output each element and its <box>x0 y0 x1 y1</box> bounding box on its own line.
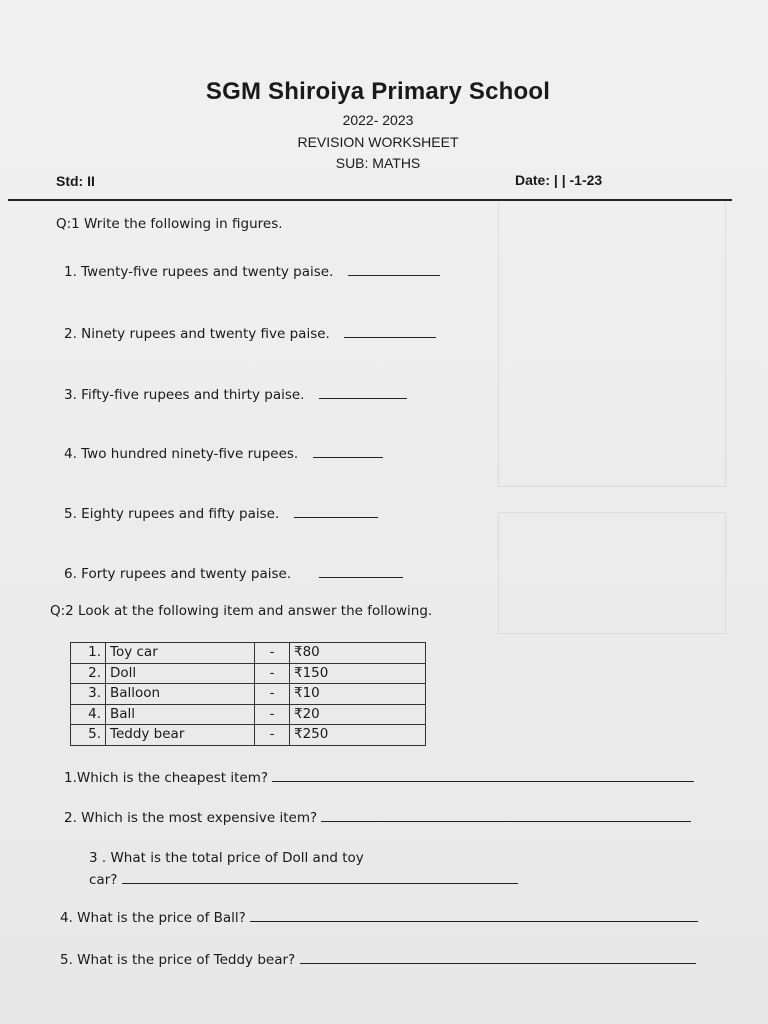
bleed-through-box <box>498 200 726 487</box>
q1-item <box>64 505 378 522</box>
q1-item-text: 5. Eighty rupees and fifty paise. <box>64 506 280 522</box>
answer-blank[interactable] <box>319 565 403 578</box>
item-name: Teddy bear <box>106 725 255 746</box>
row-number: 3. <box>71 684 106 705</box>
table-row <box>71 643 426 664</box>
q2-question <box>60 909 698 926</box>
q2-question-continued <box>89 871 518 888</box>
row-dash: - <box>255 704 290 725</box>
answer-blank[interactable] <box>300 951 696 964</box>
q2-heading: Q:2 Look at the following item and answer the following. <box>50 603 433 619</box>
q2-question-text: 5. What is the price of Teddy bear? <box>60 952 296 968</box>
q1-item-text: 2. Ninety rupees and twenty five paise. <box>64 326 330 342</box>
row-dash: - <box>255 663 290 684</box>
q1-item <box>64 445 383 462</box>
answer-blank[interactable] <box>319 386 407 399</box>
standard-label: Std: II <box>56 173 95 189</box>
item-price: ₹10 <box>290 684 426 705</box>
price-table <box>70 642 426 746</box>
q1-item-text: 6. Forty rupees and twenty paise. <box>64 566 292 582</box>
table-row <box>71 704 426 725</box>
q1-item <box>64 386 407 403</box>
row-number: 1. <box>71 643 106 664</box>
row-dash: - <box>255 725 290 746</box>
q1-item <box>64 263 440 280</box>
q1-item <box>64 565 403 582</box>
item-price: ₹80 <box>290 643 426 664</box>
item-price: ₹150 <box>290 663 426 684</box>
q2-question-text: car? <box>89 872 118 888</box>
row-dash: - <box>255 684 290 705</box>
q2-question-text: 2. Which is the most expensive item? <box>64 810 318 826</box>
answer-blank[interactable] <box>294 505 378 518</box>
school-name: SGM Shiroiya Primary School <box>205 78 551 105</box>
q2-question <box>60 951 696 968</box>
q2-question <box>64 769 694 786</box>
answer-blank[interactable] <box>344 325 436 338</box>
table-row <box>71 725 426 746</box>
item-price: ₹250 <box>290 725 426 746</box>
table-row <box>71 663 426 684</box>
row-number: 4. <box>71 704 106 725</box>
answer-blank[interactable] <box>321 809 691 822</box>
item-name: Doll <box>106 663 255 684</box>
item-price: ₹20 <box>290 704 426 725</box>
q1-item <box>64 325 436 342</box>
q2-question-text: 4. What is the price of Ball? <box>60 910 246 926</box>
row-dash: - <box>255 643 290 664</box>
q1-item-text: 1. Twenty-five rupees and twenty paise. <box>64 264 334 280</box>
q2-question-text: 3 . What is the total price of Doll and toy <box>89 850 364 866</box>
row-number: 2. <box>71 663 106 684</box>
worksheet-title: REVISION WORKSHEET <box>297 134 459 150</box>
q1-item-text: 3. Fifty-five rupees and thirty paise. <box>64 387 305 403</box>
answer-blank[interactable] <box>122 871 518 884</box>
answer-blank[interactable] <box>313 445 383 458</box>
q1-item-text: 4. Two hundred ninety-five rupees. <box>64 446 299 462</box>
item-name: Balloon <box>106 684 255 705</box>
subject-line: SUB: MATHS <box>335 155 421 171</box>
answer-blank[interactable] <box>348 263 440 276</box>
q2-question-text: 1.Which is the cheapest item? <box>64 770 269 786</box>
q2-question <box>89 850 364 866</box>
academic-year: 2022- 2023 <box>342 112 414 128</box>
row-number: 5. <box>71 725 106 746</box>
q1-heading: Q:1 Write the following in figures. <box>56 216 283 232</box>
q2-question <box>64 809 691 826</box>
date-label: Date: | | -1-23 <box>515 172 603 188</box>
bleed-through-box <box>498 512 726 634</box>
answer-blank[interactable] <box>250 909 698 922</box>
table-row <box>71 684 426 705</box>
answer-blank[interactable] <box>272 769 694 782</box>
header-divider <box>8 199 732 201</box>
item-name: Ball <box>106 704 255 725</box>
item-name: Toy car <box>106 643 255 664</box>
